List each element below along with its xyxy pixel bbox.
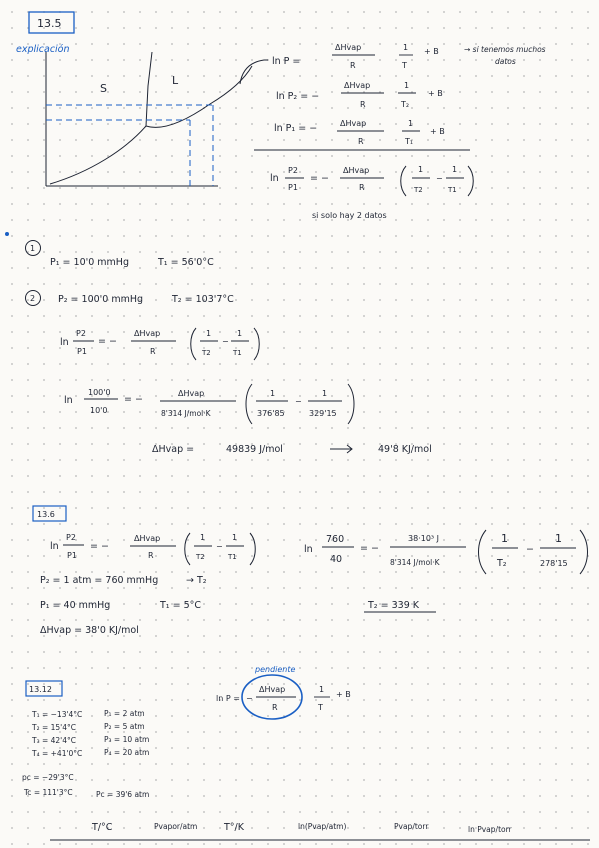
sub-minus: − [295,397,302,406]
gen-one-b: 1 [237,329,243,338]
bullet-dot [5,232,9,236]
eq1-tail: + B [424,47,439,56]
given-p1: P₁ = 40 mmHg [40,600,111,611]
f-num: ΔHvap [134,534,161,543]
calc-paren-left [479,530,487,574]
table-header-ln-pvap-torr: ln Pvap/torr [468,825,512,834]
f-t2: T2 [196,553,205,561]
item1-temperature: T₁ = 56'0°C [158,257,214,268]
gen-den: R [150,347,156,356]
item1-pressure: P₁ = 10'0 mmHg [50,257,129,268]
eq1-note-line2: datos [495,57,516,66]
table-header [50,822,590,840]
eq4-t1: T1 [448,186,457,194]
phase-label-liquid: L [172,74,179,87]
eq2-tail: + B [428,89,443,98]
eq3-tail: + B [430,127,445,136]
eq2-frac-num: 1 [404,81,410,90]
sub-num: 100'0 [88,388,111,397]
result-arrow [330,445,352,453]
gen-paren-left [191,328,196,360]
pressure-3: P₃ = 10 atm [104,735,150,744]
eq4-one-a: 1 [418,165,424,174]
f-one-b: 1 [232,533,238,542]
eq3-frac-den: T₁ [405,137,414,146]
eq3-lhs: ln P₁ = − [274,123,318,134]
f-minus: − [216,542,223,551]
melting-line [146,52,152,126]
temp-1: T₁ = −13'4°C [32,710,83,719]
eq4-one-b: 1 [452,165,458,174]
eq-minus: − [246,694,253,703]
result-lhs: ΔHvap = [152,444,195,455]
temp-2: T₂ = 15'4°C [32,723,77,732]
f-p-den: P1 [67,551,77,560]
f-lhs: ln [50,541,59,552]
pressure-2: P₂ = 5 atm [104,722,145,731]
eq4-p-num: P2 [288,166,298,175]
section-13-6 [33,506,588,636]
calc-one-a: 1 [501,532,508,545]
f-t1: T1 [228,553,237,561]
item2-number: 2 [30,294,36,303]
given-dh: ΔHvap = 38'0 KJ/mol [40,625,139,636]
eq4-t2: T2 [414,186,423,194]
pressure-4: P₄ = 20 atm [104,748,150,757]
section-vapor-pressure-data [5,232,432,455]
critical-pc-pressure: Pc = 39'6 atm [96,790,150,799]
sub-paren-right [348,384,354,424]
eq1-note-line1: → si tenemos muchos [464,45,546,54]
gen-eq: = − [98,336,117,347]
given-t2: → T₂ [186,575,207,586]
sub-t2: 376'85 [257,409,285,418]
item1-number: 1 [30,244,36,253]
item2-pressure: P₂ = 100'0 mmHg [58,294,144,305]
pressure-1: P₁ = 2 atm [104,709,145,718]
gen-num: ΔHvap [134,329,161,338]
critical-tc: Tc = 111'3°C [24,788,73,797]
eq4-den: R [359,183,365,192]
temp-4: T₄ = +41'0°C [32,749,83,758]
eq4-num: ΔHvap [343,166,370,175]
eq-lhs: ln P = [216,694,240,703]
eq3-num: ΔHvap [340,119,367,128]
result-value: 49839 J/mol [226,444,283,455]
sub-one-b: 1 [322,389,328,398]
gen-minus: − [222,337,229,346]
f-eq: = − [90,541,109,552]
given-t1: T₁ = 5°C [160,600,202,611]
phase-label-solid: S [100,82,107,95]
calc-t1: 278'15 [540,559,568,568]
sub-t1: 329'15 [309,409,337,418]
calc-result: T₂ = 339 K [368,600,419,611]
pointer-arrow [240,60,268,84]
sub-eq: = − [124,394,143,405]
calc-ln: ln [304,544,313,555]
eq2-num: ΔHvap [344,81,371,90]
calc-minus: − [526,544,534,555]
eq2-lhs: ln P₂ = − [276,91,320,102]
eq4-p-den: P1 [288,183,298,192]
calc-hden: 8'314 J/mol·K [390,558,440,567]
eq3-den: R [358,137,364,146]
eq1-lhs: ln P = [272,56,301,67]
f-paren-right [250,533,255,565]
phase-diagram [46,52,268,186]
section-number: 13.12 [29,685,52,694]
gen-t1: T1 [233,349,242,357]
table-header-pvapor-atm: Pvapor/atm [154,822,198,831]
eq-den: R [272,703,278,712]
result-kj: 49'8 KJ/mol [378,444,432,455]
section-13-12 [22,665,590,840]
eq4-eq: = − [310,173,329,184]
calc-one-b: 1 [555,532,562,545]
gen-t2: T2 [202,349,211,357]
eq4-lhs: ln [270,173,279,184]
sub-ln: ln [64,395,73,406]
eq-frac-den: T [318,703,323,712]
table-header-pvap-torr: Pvap/torr [394,822,429,831]
temp-3: T₃ = 42'4°C [32,736,77,745]
gen-p-den: P1 [77,347,87,356]
table-header-ln-pvap-atm: ln(Pvap/atm) [298,822,347,831]
slope-label: pendiente [255,665,296,674]
sub-hden: 8'314 J/mol·K [161,409,211,418]
eq1-den: R [350,61,356,70]
eq4-minus: − [436,174,443,183]
section-number: 13.6 [37,510,55,519]
eq-frac-num: 1 [319,685,325,694]
table-header-t-kelvin: T°/K [224,822,244,833]
section-label: explicación [16,44,70,55]
critical-pc-temp: pc = −29'3°C [22,773,74,782]
calc-hnum: 38·10³ J [408,534,440,543]
eq2-frac-den: T₂ [401,100,410,109]
eq2-den: R [360,100,366,109]
eq-tail: + B [336,690,351,699]
sublimation-curve [50,126,146,184]
sub-paren-left [246,384,252,424]
eq3-frac-num: 1 [408,119,414,128]
vaporization-curve [146,66,252,127]
gen-paren-right [254,328,259,360]
eq-num: ΔHvap [259,685,286,694]
eq1-num: ΔHvap [335,43,362,52]
calc-eq: = − [360,543,379,554]
item2-temperature: T₂ = 103'7°C [172,294,234,305]
f-den: R [148,551,154,560]
section-13-5 [16,12,546,220]
f-p-num: P2 [66,533,76,542]
gen-lhs: ln [60,337,69,348]
eq4-note: si solo hay 2 datos [312,211,387,220]
given-p2: P₂ = 1 atm = 760 mmHg [40,575,159,586]
eq1-frac-num: 1 [403,43,409,52]
sub-one-a: 1 [270,389,276,398]
eq4-paren-right [468,166,473,196]
gen-one-a: 1 [206,329,212,338]
eq1-frac-den: T [402,61,407,70]
calc-num: 760 [326,534,345,545]
table-header-t-celsius: T/°C [92,822,113,833]
calc-t2: T₂ [497,558,507,569]
f-paren-left [185,533,190,565]
calc-den: 40 [330,554,343,565]
sub-hnum: ΔHvap [178,389,205,398]
f-one-a: 1 [200,533,206,542]
section-number: 13.5 [37,17,62,30]
eq4-paren-left [401,166,406,196]
sub-den: 10'0 [90,406,108,415]
gen-p-num: P2 [76,329,86,338]
calc-paren-right [580,530,588,574]
